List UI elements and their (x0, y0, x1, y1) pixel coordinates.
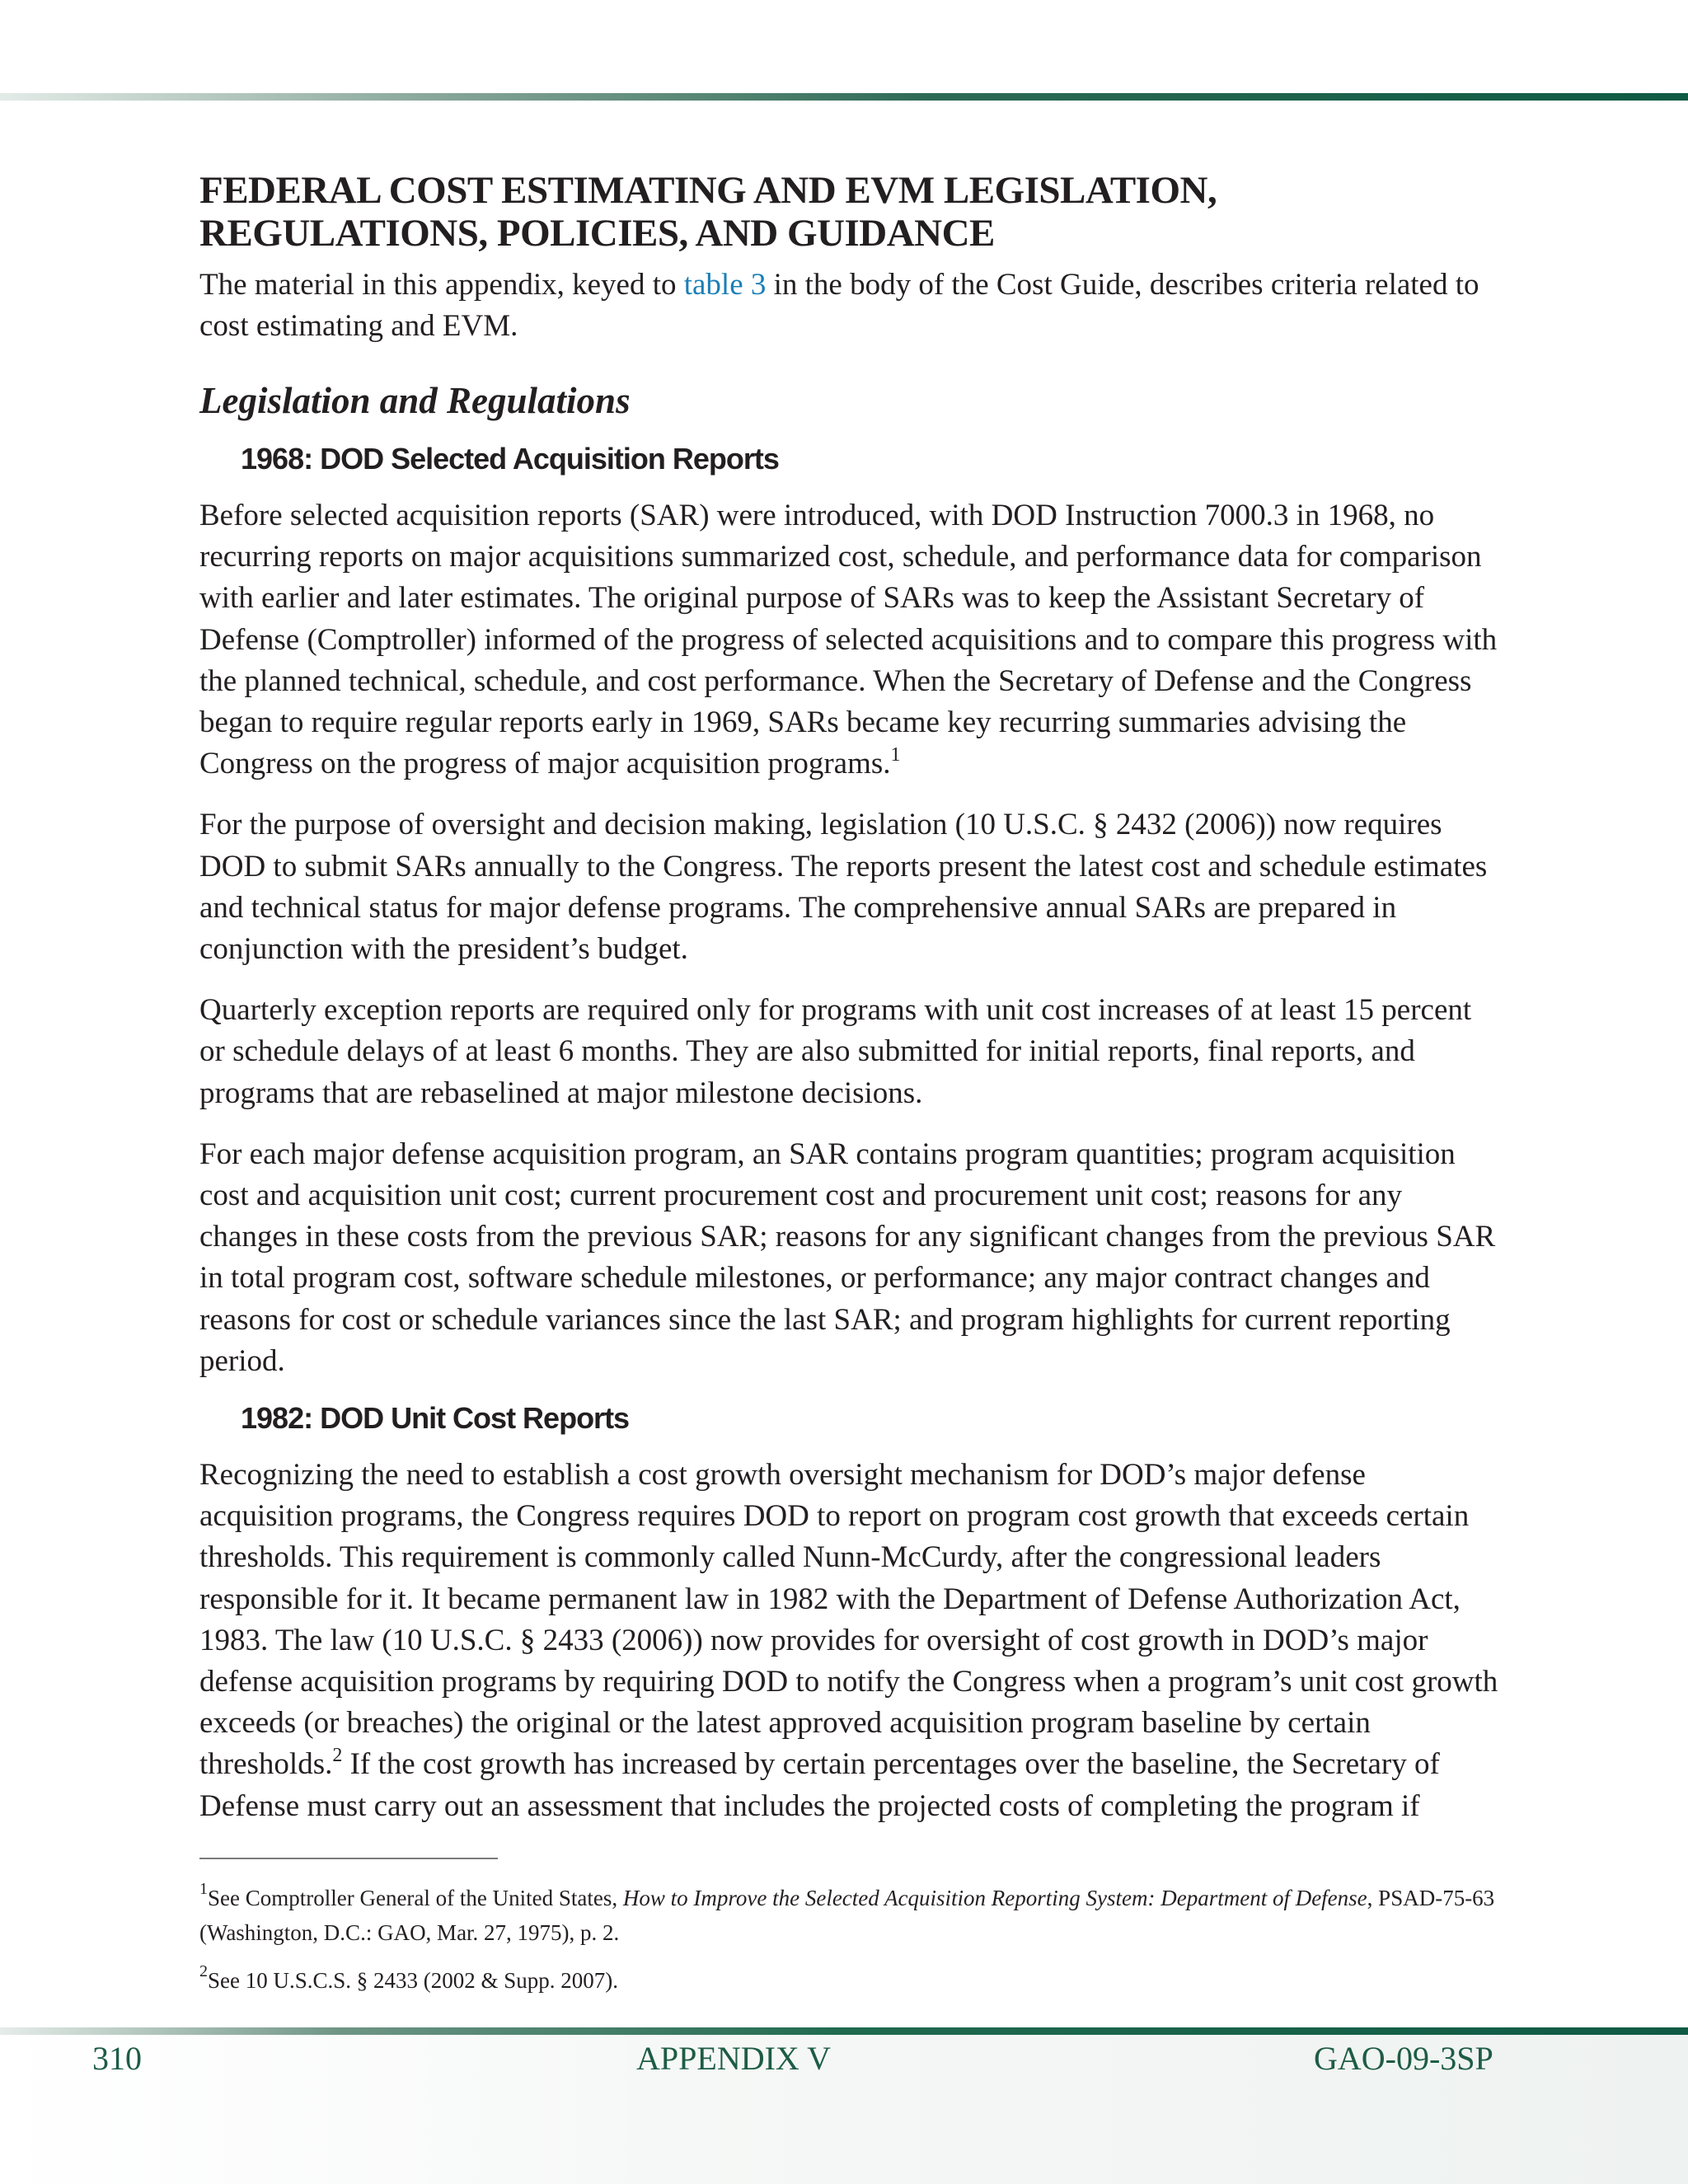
body-paragraph: For the purpose of oversight and decision making, legislation (10 U.S.C. § 2432 (2006)) now requires DOD to submit SARs annually to the Congress. The reports present the latest cost and schedule estimates and technical status for major defense programs. The comprehensive annual SARs are prepared in conjunction with the president’s budget. (199, 808, 1488, 967)
paragraph-text: Before selected acquisition reports (SAR) were introduced, with DOD Instruction 7000.3 in 1968, no recurring reports on major acquisitions summarized cost, schedule, and performance data for comparison with earlier and later estimates. The original purpose of SARs was to keep the Assistant Secretary of Defense (Comptroller) informed of the progress of selected acquisitions and to compare this progress with the planned technical, schedule, and cost performance. When the Secretary of Defense and the Congress began to require regular reports early in 1969, SARs became key recurring summaries advising the Congress on the progress of major acquisition programs. (199, 499, 1498, 781)
body-paragraph: For each major defense acquisition program, an SAR contains program quantities; program acquisition cost and acquisition unit cost; current procurement cost and procurement unit cost; reasons for any changes in these costs from the previous SAR; reasons for any significant changes from the previous SAR in total program cost, software schedule milestones, or performance; any major contract changes and reasons for cost or schedule variances since the last SAR; and program highlights for current reporting period. (199, 1137, 1496, 1378)
footnote-separator (199, 1858, 498, 1859)
page-title (199, 169, 1502, 255)
page-title-line1: FEDERAL COST ESTIMATING AND EVM LEGISLATION, (199, 169, 1217, 212)
intro-paragraph (199, 265, 1502, 347)
subsection-heading-1968: 1968: DOD Selected Acquisition Reports (241, 442, 779, 476)
footnote-text: See 10 U.S.C.S. § 2433 (2002 & Supp. 2007). (208, 1968, 619, 1993)
paragraph-text-continued: If the cost growth has increased by certain percentages over the baseline, the Secretary of Defense must carry out an assessment that includes the projected costs of completing the program if (199, 1747, 1440, 1823)
table-3-link[interactable]: table 3 (683, 268, 767, 302)
subsection-heading-1982: 1982: DOD Unit Cost Reports (241, 1401, 630, 1436)
footnote-2 (199, 1963, 1518, 1998)
paragraph-text: Recognizing the need to establish a cost growth oversight mechanism for DOD’s major defense acquisition programs, the Congress requires DOD to report on program cost growth that exceeds certain thresholds. This requirement is commonly called Nunn-McCurdy, after the congressional leaders responsible for it. It became permanent law in 1982 with the Department of Defense Authorization Act, 1983. The law (10 U.S.C. § 2433 (2006)) now provides for oversight of cost growth in DOD’s major defense acquisition programs by requiring DOD to notify the Congress when a program’s unit cost growth exceeds (or breaches) the original or the latest approved acquisition program baseline by certain thresholds. (199, 1458, 1498, 1782)
body-paragraph (199, 1455, 1502, 1827)
body-paragraph (199, 495, 1502, 785)
intro-text-before-link: The material in this appendix, keyed to (199, 268, 684, 302)
footnote-text: See Comptroller General of the United States, (208, 1886, 623, 1910)
top-rule (0, 93, 1688, 101)
footnotes (199, 1881, 1518, 2011)
bottom-rule (0, 2027, 1688, 2035)
page-content (199, 169, 1502, 1827)
footnote-ref-2[interactable]: 2 (332, 1745, 343, 1767)
footnote-number: 2 (199, 1962, 208, 1980)
footnote-report-title: How to Improve the Selected Acquisition Reporting System: Department of Defense (622, 1886, 1367, 1910)
footnote-ref-1[interactable]: 1 (890, 743, 901, 766)
footer-appendix-label: APPENDIX V (636, 2040, 831, 2077)
footnote-1 (199, 1881, 1518, 1950)
page-title-line2: REGULATIONS, POLICIES, AND GUIDANCE (199, 212, 995, 255)
footnote-number: 1 (199, 1880, 208, 1898)
footer-report-number: GAO-09-3SP (1314, 2040, 1493, 2077)
footnote-text-continued: , PSAD-75-63 (Washington, D.C.: GAO, Mar. 27, 1975), p. 2. (199, 1886, 1495, 1945)
body-paragraph: Quarterly exception reports are required only for programs with unit cost increases of at least 15 percent or schedule delays of at least 6 months. They are also submitted for initial reports, final reports, and programs that are rebaselined at major milestone decisions. (199, 993, 1472, 1110)
section-heading-legislation: Legislation and Regulations (199, 380, 631, 421)
page-number: 310 (92, 2040, 142, 2077)
intro-text-after-link: in the body of the Cost Guide, describes criteria related to cost estimating and EVM. (199, 268, 1479, 343)
